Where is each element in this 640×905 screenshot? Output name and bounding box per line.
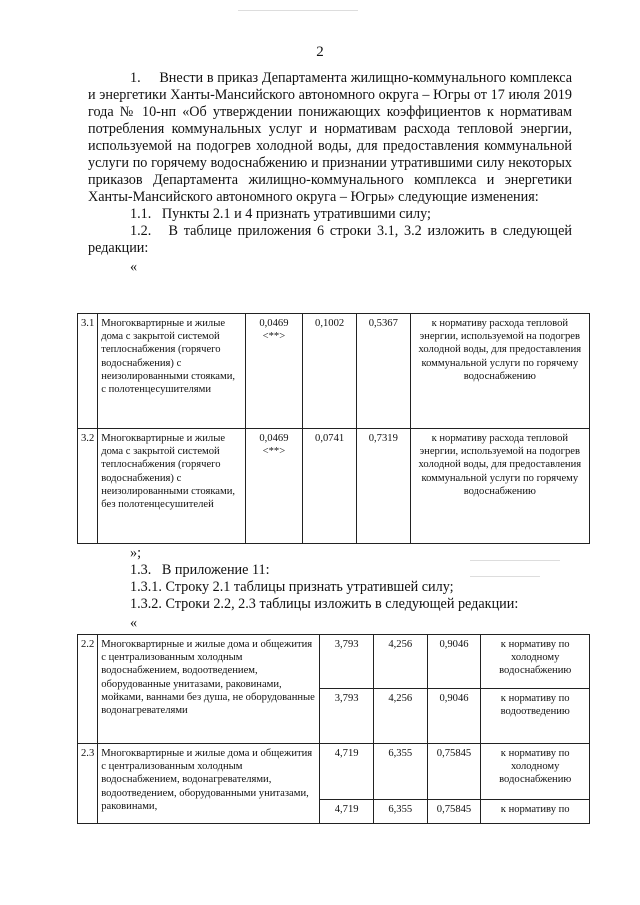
value-cell: 6,355 bbox=[373, 800, 427, 824]
after-table-text bbox=[88, 545, 572, 632]
paragraph-1-1: 1.1. Пункты 2.1 и 4 признать утратившими силу; bbox=[130, 206, 431, 222]
value-cell: 4,256 bbox=[373, 635, 427, 689]
value-cell: 4,256 bbox=[373, 689, 427, 744]
row-number: 2.2 bbox=[78, 635, 98, 744]
note-cell: к нормативу по холодному водоснабжению bbox=[481, 635, 590, 689]
value-cell: 6,355 bbox=[373, 744, 427, 800]
note-cell: к нормативу расхода тепловой энергии, используемой на подогрев холодной воды, для предоставления коммунальной услуги по горячему водоснабжению bbox=[410, 314, 589, 429]
value-cell: 3,793 bbox=[320, 635, 374, 689]
quote-open-2: « bbox=[130, 615, 138, 631]
row-description: Многоквартирные и жилые дома с закрытой системой теплоснабжения (горячего водоснабжения) с неизолированными стояками, с полотенцесушителями bbox=[98, 314, 245, 429]
row-description: Многоквартирные и жилые дома с закрытой системой теплоснабжения (горячего водоснабжения) с неизолированными стояками, без полотенцесушителей bbox=[98, 429, 245, 544]
row-description: Многоквартирные и жилые дома и общежития с централизованным холодным водоснабжением, водоотведением, оборудованные унитазами, раковинами, мойками, ваннами без душа, не оборудованные водонагревателями bbox=[98, 635, 320, 744]
note-cell: к нормативу по холодному водоснабжению bbox=[481, 744, 590, 800]
note-cell: к нормативу расхода тепловой энергии, используемой на подогрев холодной воды, для предоставления коммунальной услуги по горячему водоснабжению bbox=[410, 429, 589, 544]
table-row bbox=[78, 744, 590, 800]
value-cell: 0,1002 bbox=[303, 314, 357, 429]
main-text bbox=[88, 70, 572, 276]
value-cell: 0,9046 bbox=[427, 689, 481, 744]
value-cell: 4,719 bbox=[320, 800, 374, 824]
quote-open-1: « bbox=[130, 259, 138, 275]
table-1 bbox=[77, 313, 590, 544]
paragraph-1-3: 1.3. В приложение 11: bbox=[130, 562, 270, 578]
value-cell: 0,0469 <**> bbox=[245, 429, 303, 544]
scan-noise bbox=[470, 576, 540, 577]
table-row bbox=[78, 314, 590, 429]
note-cell: к нормативу по bbox=[481, 800, 590, 824]
value-cell: 0,9046 bbox=[427, 635, 481, 689]
paragraph-1-2: 1.2. В таблице приложения 6 строки 3.1, 3.2 изложить в следующей редакции: bbox=[88, 223, 572, 256]
scan-noise bbox=[470, 560, 560, 561]
row-number: 3.1 bbox=[78, 314, 98, 429]
page-number: 2 bbox=[316, 44, 324, 60]
value-cell: 0,0469 <**> bbox=[245, 314, 303, 429]
table-row bbox=[78, 429, 590, 544]
scan-noise bbox=[238, 10, 358, 11]
row-number: 2.3 bbox=[78, 744, 98, 824]
value-cell: 0,0741 bbox=[303, 429, 357, 544]
value-cell: 0,75845 bbox=[427, 744, 481, 800]
note-cell: к нормативу по водоотведению bbox=[481, 689, 590, 744]
value-cell: 0,5367 bbox=[356, 314, 410, 429]
value-cell: 0,75845 bbox=[427, 800, 481, 824]
paragraph-1: 1. Внести в приказ Департамента жилищно-коммунального комплекса и энергетики Ханты-Мансийского автономного округа – Югры от 17 июля 2019 года № 10-нп «Об утверждении понижающих коэффициентов к нормативам потребления коммунальных услуг и нормативам расхода тепловой энергии, используемой на подогрев холодной воды, для предоставления коммунальной услуги по горячему водоснабжению и признании утратившими силу некоторых приказов Департамента жилищно-коммунального комплекса и энергетики Ханты-Мансийского автономного округа – Югры» следующие изменения: bbox=[88, 70, 572, 205]
paragraph-1-3-1: 1.3.1. Строку 2.1 таблицы признать утратившей силу; bbox=[130, 579, 454, 595]
value-cell: 4,719 bbox=[320, 744, 374, 800]
value-cell: 3,793 bbox=[320, 689, 374, 744]
quote-close-1: »; bbox=[130, 545, 142, 561]
value-cell: 0,7319 bbox=[356, 429, 410, 544]
row-description: Многоквартирные и жилые дома и общежития с централизованным холодным водоснабжением, водонагревателями, водоотведением, оборудованными унитазами, раковинами, bbox=[98, 744, 320, 824]
table-row bbox=[78, 635, 590, 689]
table-2 bbox=[77, 634, 590, 824]
row-number: 3.2 bbox=[78, 429, 98, 544]
paragraph-1-3-2: 1.3.2. Строки 2.2, 2.3 таблицы изложить в следующей редакции: bbox=[130, 596, 519, 612]
